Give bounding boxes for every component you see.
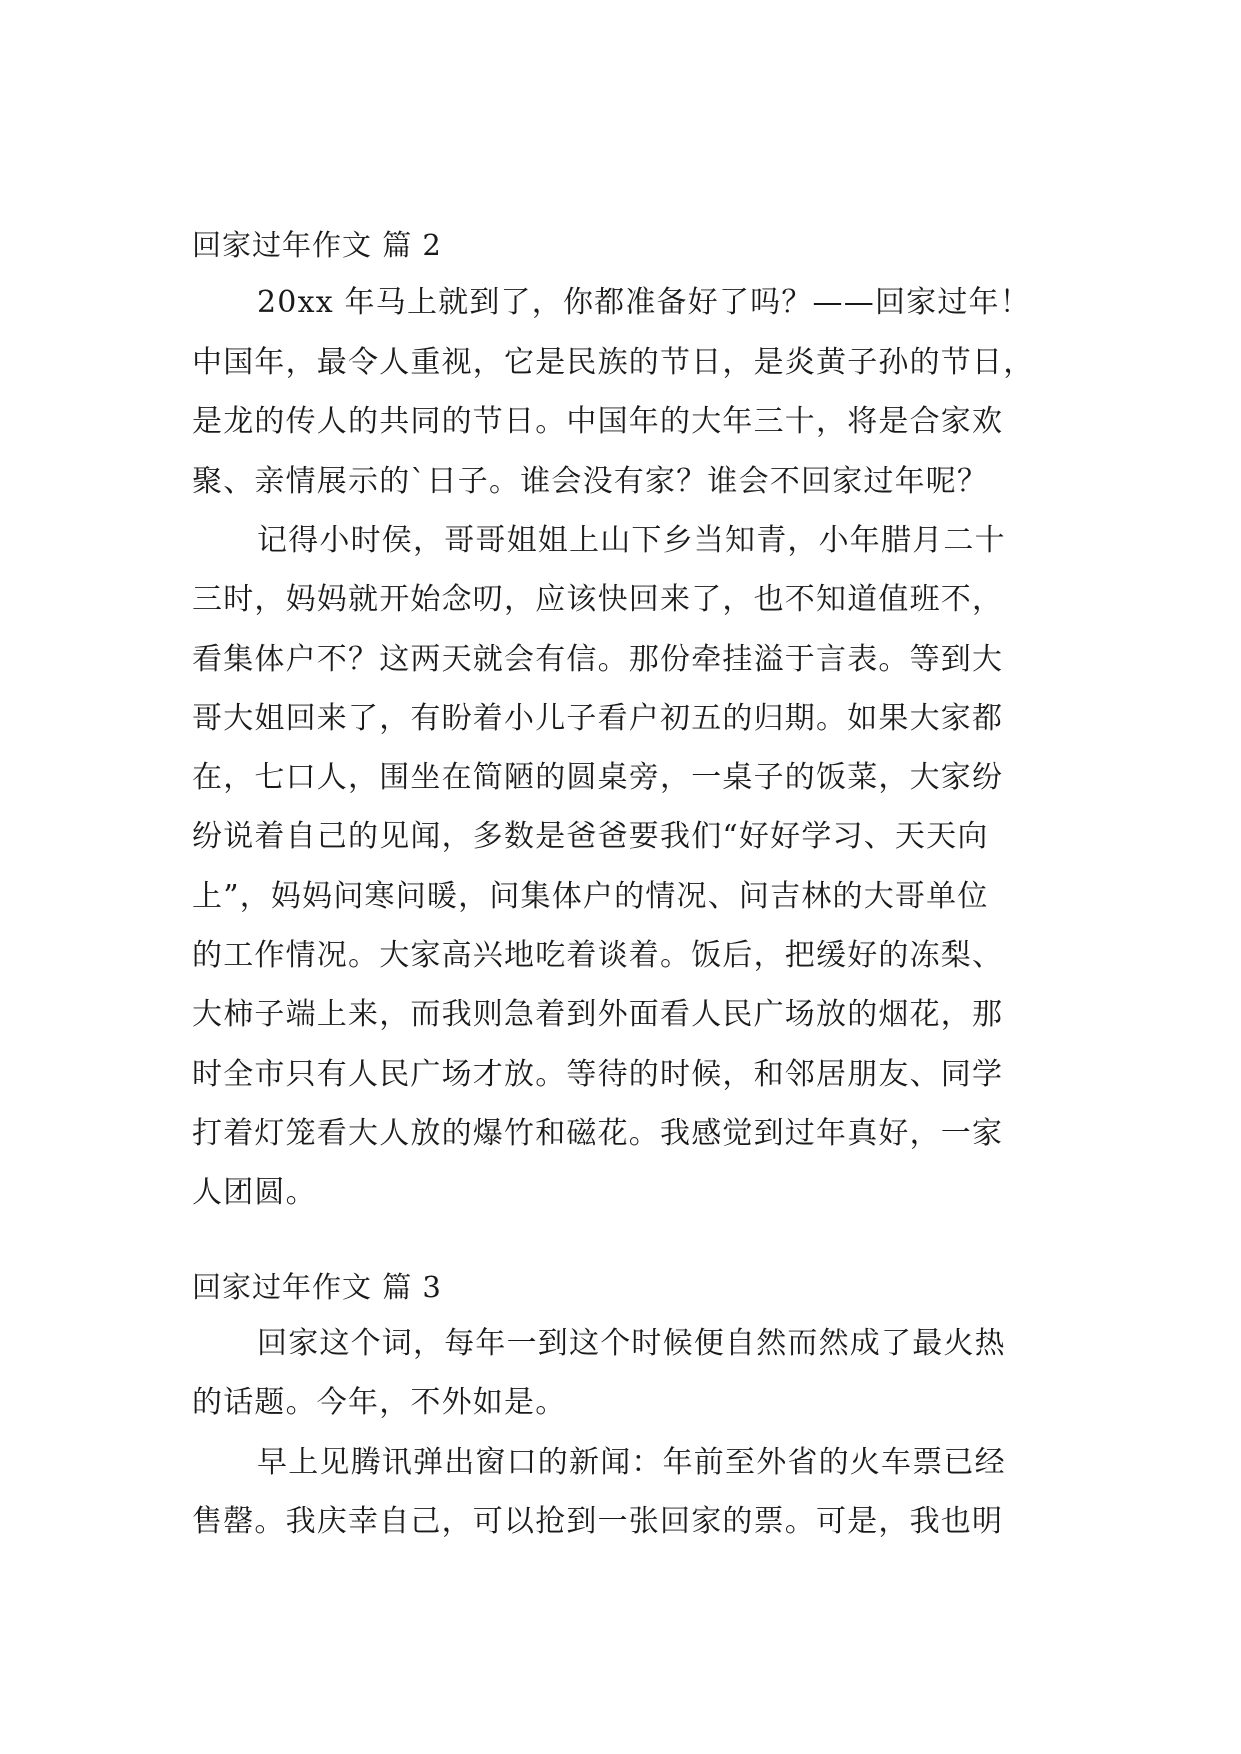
paragraph-line: 在，七口人，围坐在简陋的圆桌旁，一桌子的饭菜，大家纷 xyxy=(192,760,1004,795)
paragraph-line: 打着灯笼看大人放的爆竹和磁花。我感觉到过年真好，一家 xyxy=(192,1116,1004,1151)
paragraph-line: 20xx 年马上就到了，你都准备好了吗？——回家过年！ xyxy=(257,285,1031,320)
paragraph-line: 大柿子端上来，而我则急着到外面看人民广场放的烟花，那 xyxy=(192,997,1004,1032)
paragraph-line: 看集体户不？这两天就会有信。那份牵挂溢于言表。等到大 xyxy=(192,642,1004,677)
section-2-title: 回家过年作文 篇 2 xyxy=(192,228,442,262)
paragraph-line: 聚、亲情展示的`日子。谁会没有家？谁会不回家过年呢？ xyxy=(192,464,989,499)
paragraph-line: 是龙的传人的共同的节日。中国年的大年三十，将是合家欢 xyxy=(192,404,1004,439)
paragraph-line: 三时，妈妈就开始念叨，应该快回来了，也不知道值班不， xyxy=(192,582,1004,617)
paragraph-line: 中国年，最令人重视，它是民族的节日，是炎黄子孙的节日， xyxy=(192,345,1035,380)
paragraph-line: 人团圆。 xyxy=(192,1175,317,1210)
paragraph-line: 早上见腾讯弹出窗口的新闻：年前至外省的火车票已经 xyxy=(257,1445,1006,1480)
paragraph-line: 的话题。今年，不外如是。 xyxy=(192,1385,567,1420)
paragraph-line: 上”，妈妈问寒问暖，问集体户的情况、问吉林的大哥单位 xyxy=(192,879,989,914)
paragraph-line: 记得小时侯，哥哥姐姐上山下乡当知青，小年腊月二十 xyxy=(257,523,1006,558)
paragraph-line: 回家这个词，每年一到这个时候便自然而然成了最火热 xyxy=(257,1326,1006,1361)
paragraph-line: 纷说着自己的见闻，多数是爸爸要我们“好好学习、天天向 xyxy=(192,819,989,854)
section-3-title: 回家过年作文 篇 3 xyxy=(192,1270,442,1304)
paragraph-line: 哥大姐回来了，有盼着小儿子看户初五的归期。如果大家都 xyxy=(192,701,1004,736)
paragraph-line: 的工作情况。大家高兴地吃着谈着。饭后，把缓好的冻梨、 xyxy=(192,938,1004,973)
paragraph-line: 时全市只有人民广场才放。等待的时候，和邻居朋友、同学 xyxy=(192,1057,1004,1092)
paragraph-line: 售罄。我庆幸自己，可以抢到一张回家的票。可是，我也明 xyxy=(192,1504,1004,1539)
